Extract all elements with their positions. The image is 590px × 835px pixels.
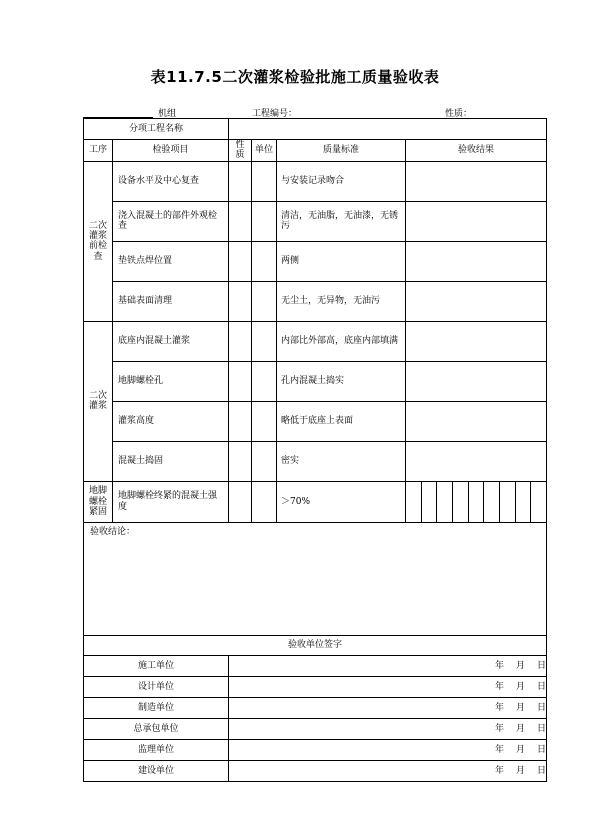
nature-cell[interactable] — [229, 401, 252, 441]
standard-cell: 孔内混凝土捣实 — [277, 361, 406, 401]
standard-cell: 密实 — [277, 441, 406, 481]
result-cell[interactable] — [406, 401, 547, 441]
date-year-label: 年 — [494, 765, 504, 776]
standard-cell: 与安装记录吻合 — [277, 161, 406, 201]
nature-cell[interactable] — [229, 201, 252, 241]
column-header: 性质 — [229, 140, 252, 162]
conclusion-row — [84, 522, 547, 635]
standard-cell: 略低于底座上表面 — [277, 401, 406, 441]
date-year-label: 年 — [494, 660, 504, 671]
column-header: 工序 — [84, 140, 113, 162]
item-cell: 地脚螺栓孔 — [113, 361, 229, 401]
signature-title: 验收单位签字 — [84, 635, 547, 655]
date-month-label: 月 — [515, 660, 525, 671]
date-month-label: 月 — [515, 765, 525, 776]
nature-label: 性质： — [445, 109, 473, 119]
result-grid-cell[interactable] — [406, 482, 421, 522]
result-cell[interactable] — [406, 441, 547, 481]
result-cell[interactable] — [406, 321, 547, 361]
unit-cell[interactable] — [252, 161, 277, 201]
standard-cell: 内部比外部高，底座内部填满 — [277, 321, 406, 361]
standard-cell: 清洁，无油脂，无油漆，无锈污 — [277, 201, 406, 241]
unit-cell[interactable] — [252, 401, 277, 441]
date-year-label: 年 — [494, 723, 504, 734]
date-day-label: 日 — [536, 765, 546, 776]
signature-unit-label: 施工单位 — [84, 655, 229, 676]
item-row — [84, 321, 547, 361]
item-row — [84, 401, 547, 441]
date-month-label: 月 — [515, 744, 525, 755]
column-header-row — [84, 140, 547, 162]
signature-date-cell[interactable] — [229, 760, 547, 781]
signature-date-cell[interactable] — [229, 655, 547, 676]
unit-cell[interactable] — [252, 441, 277, 481]
item-row — [84, 361, 547, 401]
result-grid-cell[interactable] — [515, 482, 531, 522]
nature-cell[interactable] — [229, 161, 252, 201]
result-grid-cell[interactable] — [436, 482, 452, 522]
result-cell[interactable] — [406, 201, 547, 241]
item-cell: 垫铁点焊位置 — [113, 241, 229, 281]
process-cell: 地脚 螺栓 紧固 — [84, 481, 113, 522]
nature-cell[interactable] — [229, 241, 252, 281]
signature-date-cell[interactable] — [229, 718, 547, 739]
signature-row — [84, 655, 547, 676]
item-cell: 浇入混凝土的部件外观检查 — [113, 201, 229, 241]
project-no-label: 工程编号： — [252, 109, 298, 119]
signature-unit-label: 建设单位 — [84, 760, 229, 781]
nature-cell[interactable] — [229, 281, 252, 321]
nature-cell[interactable] — [229, 481, 252, 522]
date-day-label: 日 — [536, 744, 546, 755]
nature-cell[interactable] — [229, 441, 252, 481]
item-cell: 底座内混凝土灌浆 — [113, 321, 229, 361]
item-row — [84, 441, 547, 481]
standard-cell: 两侧 — [277, 241, 406, 281]
signature-row — [84, 697, 547, 718]
column-header: 单位 — [252, 140, 277, 162]
date-year-label: 年 — [494, 681, 504, 692]
signature-row — [84, 676, 547, 697]
result-grid-cell[interactable] — [452, 482, 468, 522]
result-cell[interactable] — [406, 281, 547, 321]
subproject-row — [84, 119, 547, 140]
signature-date-cell[interactable] — [229, 676, 547, 697]
unit-label: 机组 — [158, 109, 177, 119]
signature-row — [84, 760, 547, 781]
result-cell[interactable] — [406, 361, 547, 401]
result-grid-cell[interactable] — [530, 482, 546, 522]
date-day-label: 日 — [536, 723, 546, 734]
process-cell: 二次 灌浆 前检 查 — [84, 161, 113, 321]
column-header: 验收结果 — [406, 140, 547, 162]
subproject-label: 分项工程名称 — [84, 119, 229, 140]
signature-unit-label: 监理单位 — [84, 739, 229, 760]
date-month-label: 月 — [515, 681, 525, 692]
signature-unit-label: 设计单位 — [84, 676, 229, 697]
item-row — [84, 481, 547, 522]
column-header: 检验项目 — [113, 140, 229, 162]
signature-row — [84, 739, 547, 760]
unit-cell[interactable] — [252, 361, 277, 401]
item-cell: 混凝土捣固 — [113, 441, 229, 481]
acceptance-table — [83, 118, 547, 782]
result-grid-cell[interactable] — [483, 482, 499, 522]
item-row — [84, 241, 547, 281]
signature-title-row — [84, 635, 547, 655]
process-cell: 二次 灌浆 — [84, 321, 113, 481]
item-row — [84, 281, 547, 321]
signature-date-cell[interactable] — [229, 697, 547, 718]
result-grid-cell[interactable] — [421, 482, 437, 522]
date-month-label: 月 — [515, 702, 525, 713]
result-grid — [406, 482, 546, 522]
subproject-value[interactable] — [229, 119, 547, 140]
signature-unit-label: 总承包单位 — [84, 718, 229, 739]
unit-cell[interactable] — [252, 481, 277, 522]
item-cell: 设备水平及中心复查 — [113, 161, 229, 201]
item-row — [84, 161, 547, 201]
conclusion-cell[interactable]: 验收结论： — [84, 522, 547, 635]
date-day-label: 日 — [536, 702, 546, 713]
signature-row — [84, 718, 547, 739]
unit-cell[interactable] — [252, 241, 277, 281]
page-title: 表11.7.5二次灌浆检验批施工质量验收表 — [150, 68, 440, 86]
unit-cell[interactable] — [252, 321, 277, 361]
signature-date-cell[interactable] — [229, 739, 547, 760]
unit-cell[interactable] — [252, 201, 277, 241]
result-cell[interactable] — [406, 481, 547, 522]
result-cell[interactable] — [406, 161, 547, 201]
item-row — [84, 201, 547, 241]
date-day-label: 日 — [536, 660, 546, 671]
nature-cell[interactable] — [229, 361, 252, 401]
standard-cell: ＞70% — [277, 481, 406, 522]
unit-cell[interactable] — [252, 281, 277, 321]
standard-cell: 无尘土，无异物，无油污 — [277, 281, 406, 321]
item-cell: 地脚螺栓终紧的混凝土强度 — [113, 481, 229, 522]
item-cell: 灌浆高度 — [113, 401, 229, 441]
date-year-label: 年 — [494, 744, 504, 755]
signature-unit-label: 制造单位 — [84, 697, 229, 718]
item-cell: 基础表面清理 — [113, 281, 229, 321]
nature-cell[interactable] — [229, 321, 252, 361]
date-day-label: 日 — [536, 681, 546, 692]
column-header: 质量标准 — [277, 140, 406, 162]
result-grid-cell[interactable] — [468, 482, 484, 522]
result-cell[interactable] — [406, 241, 547, 281]
date-year-label: 年 — [494, 702, 504, 713]
result-grid-cell[interactable] — [499, 482, 515, 522]
date-month-label: 月 — [515, 723, 525, 734]
